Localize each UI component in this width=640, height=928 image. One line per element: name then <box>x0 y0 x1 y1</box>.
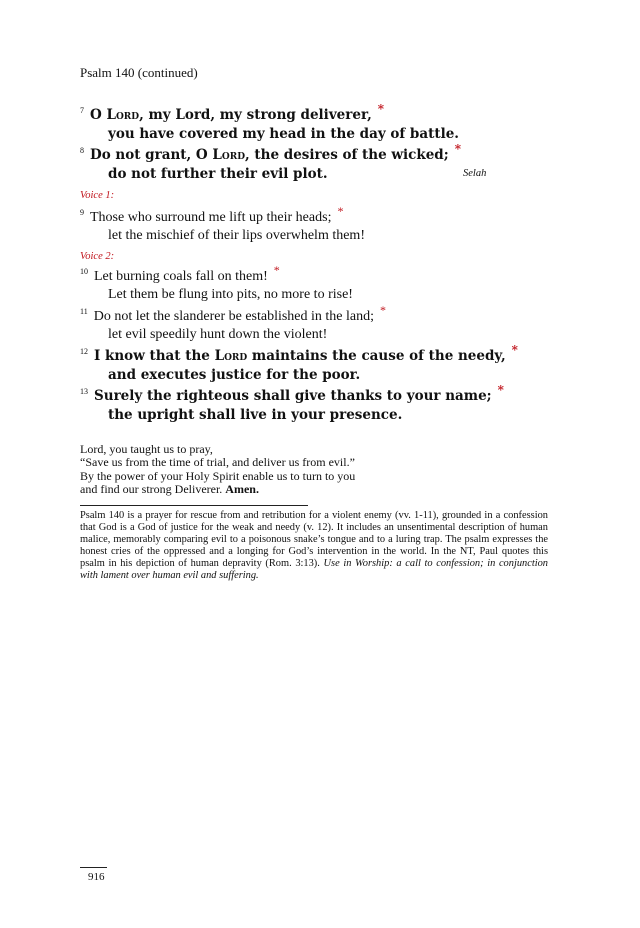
verse-text: I know that the <box>94 348 215 364</box>
lord-smallcaps: Lord <box>214 348 248 364</box>
verse-text: maintains the cause of the needy, <box>247 348 506 364</box>
verse-10 <box>80 263 280 285</box>
verse-text: strong <box>246 107 296 123</box>
verse-text: , the desires of the wicked; <box>245 147 449 163</box>
prayer-line: “Save us from the time of trial, and deliver us from evil.” <box>80 455 355 470</box>
verse-7-line-2: you have covered my head in the day of battle. <box>108 126 459 142</box>
asterisk-mark: * <box>337 204 344 218</box>
footnote-rule <box>80 505 308 506</box>
asterisk-mark: * <box>511 343 518 357</box>
page-number: 916 <box>88 871 105 883</box>
verse-text: Let burning coals fall on them! <box>94 269 268 284</box>
asterisk-mark: * <box>380 303 387 317</box>
verse-number: 8 <box>80 146 84 155</box>
verse-13-line-2: the upright shall live in your presence. <box>108 407 403 423</box>
verse-text: Do not let the slanderer be established in the land; <box>93 309 375 324</box>
closing-prayer <box>80 443 480 496</box>
prayer-line <box>80 483 480 496</box>
asterisk-mark: * <box>377 102 385 116</box>
verse-text: O <box>90 107 107 123</box>
verse-text: Those who surround me lift up their heads; <box>90 210 332 225</box>
verse-11-line-2: let evil speedily hunt down the violent! <box>108 327 328 342</box>
lord-smallcaps: Lord <box>106 107 140 123</box>
verse-8-line-2: do not further their evil plot. <box>108 166 328 182</box>
verse-number: 12 <box>80 347 88 356</box>
verse-number: 11 <box>80 307 88 316</box>
verse-10-line-2: Let them be flung into pits, no more to rise! <box>108 287 353 302</box>
prayer-line: By the power of your Holy Spirit enable us to turn to you <box>80 468 356 483</box>
voice-1-label: Voice 1: <box>80 190 115 201</box>
verse-13 <box>80 383 504 404</box>
prayer-text: and find our strong Deliverer. <box>80 481 226 496</box>
footnote-text: Psalm 140 is a prayer for rescue from and retribution for a violent enemy (vv. 1-11), grounded in a confession that God is a God of justice for the weak and needy (v. 12). It includes an unsentimental description of human malice, memorably comparing evil to a poisonous snake’s tongue and to a luring trap. The psalm expresses the honest cries of the oppressed and a longing for God’s intervention in the world. In the NT, Paul quotes this psalm in his depiction of human depravity (Rom. 3:13). <box>80 510 548 569</box>
verse-number: 10 <box>80 267 88 276</box>
verse-9 <box>80 204 344 226</box>
verse-7 <box>80 102 385 123</box>
asterisk-mark: * <box>273 263 280 277</box>
verse-9-line-2: let the mischief of their lips overwhelm them! <box>108 228 365 243</box>
page-header: Psalm 140 (continued) <box>80 65 198 80</box>
verse-12 <box>80 343 518 364</box>
footnote <box>80 510 548 582</box>
lord-smallcaps: Lord <box>212 147 246 163</box>
asterisk-mark: * <box>454 142 461 156</box>
verse-11 <box>80 303 387 325</box>
verse-number: 13 <box>80 387 88 396</box>
page-number-rule <box>80 867 107 868</box>
prayer-line: Lord, you taught us to pray, <box>80 442 213 456</box>
verse-8 <box>80 142 461 163</box>
amen: Amen. <box>225 481 259 496</box>
verse-12-line-2: and executes justice for the poor. <box>108 367 361 383</box>
asterisk-mark: * <box>497 383 504 397</box>
verse-text: Do not grant, O <box>90 147 213 163</box>
verse-text: deliverer, <box>295 107 372 123</box>
voice-2-label: Voice 2: <box>80 251 115 262</box>
footnote-usage: Use in Worship: a call to confession; in conjunction with lament over human evil and suffering. <box>80 558 548 581</box>
selah-label: Selah <box>463 168 487 179</box>
verse-number: 7 <box>80 106 84 115</box>
verse-text: , my Lord, my <box>139 107 247 123</box>
verse-text: Surely the righteous shall give thanks to your name; <box>94 388 492 404</box>
verse-number: 9 <box>80 208 84 217</box>
